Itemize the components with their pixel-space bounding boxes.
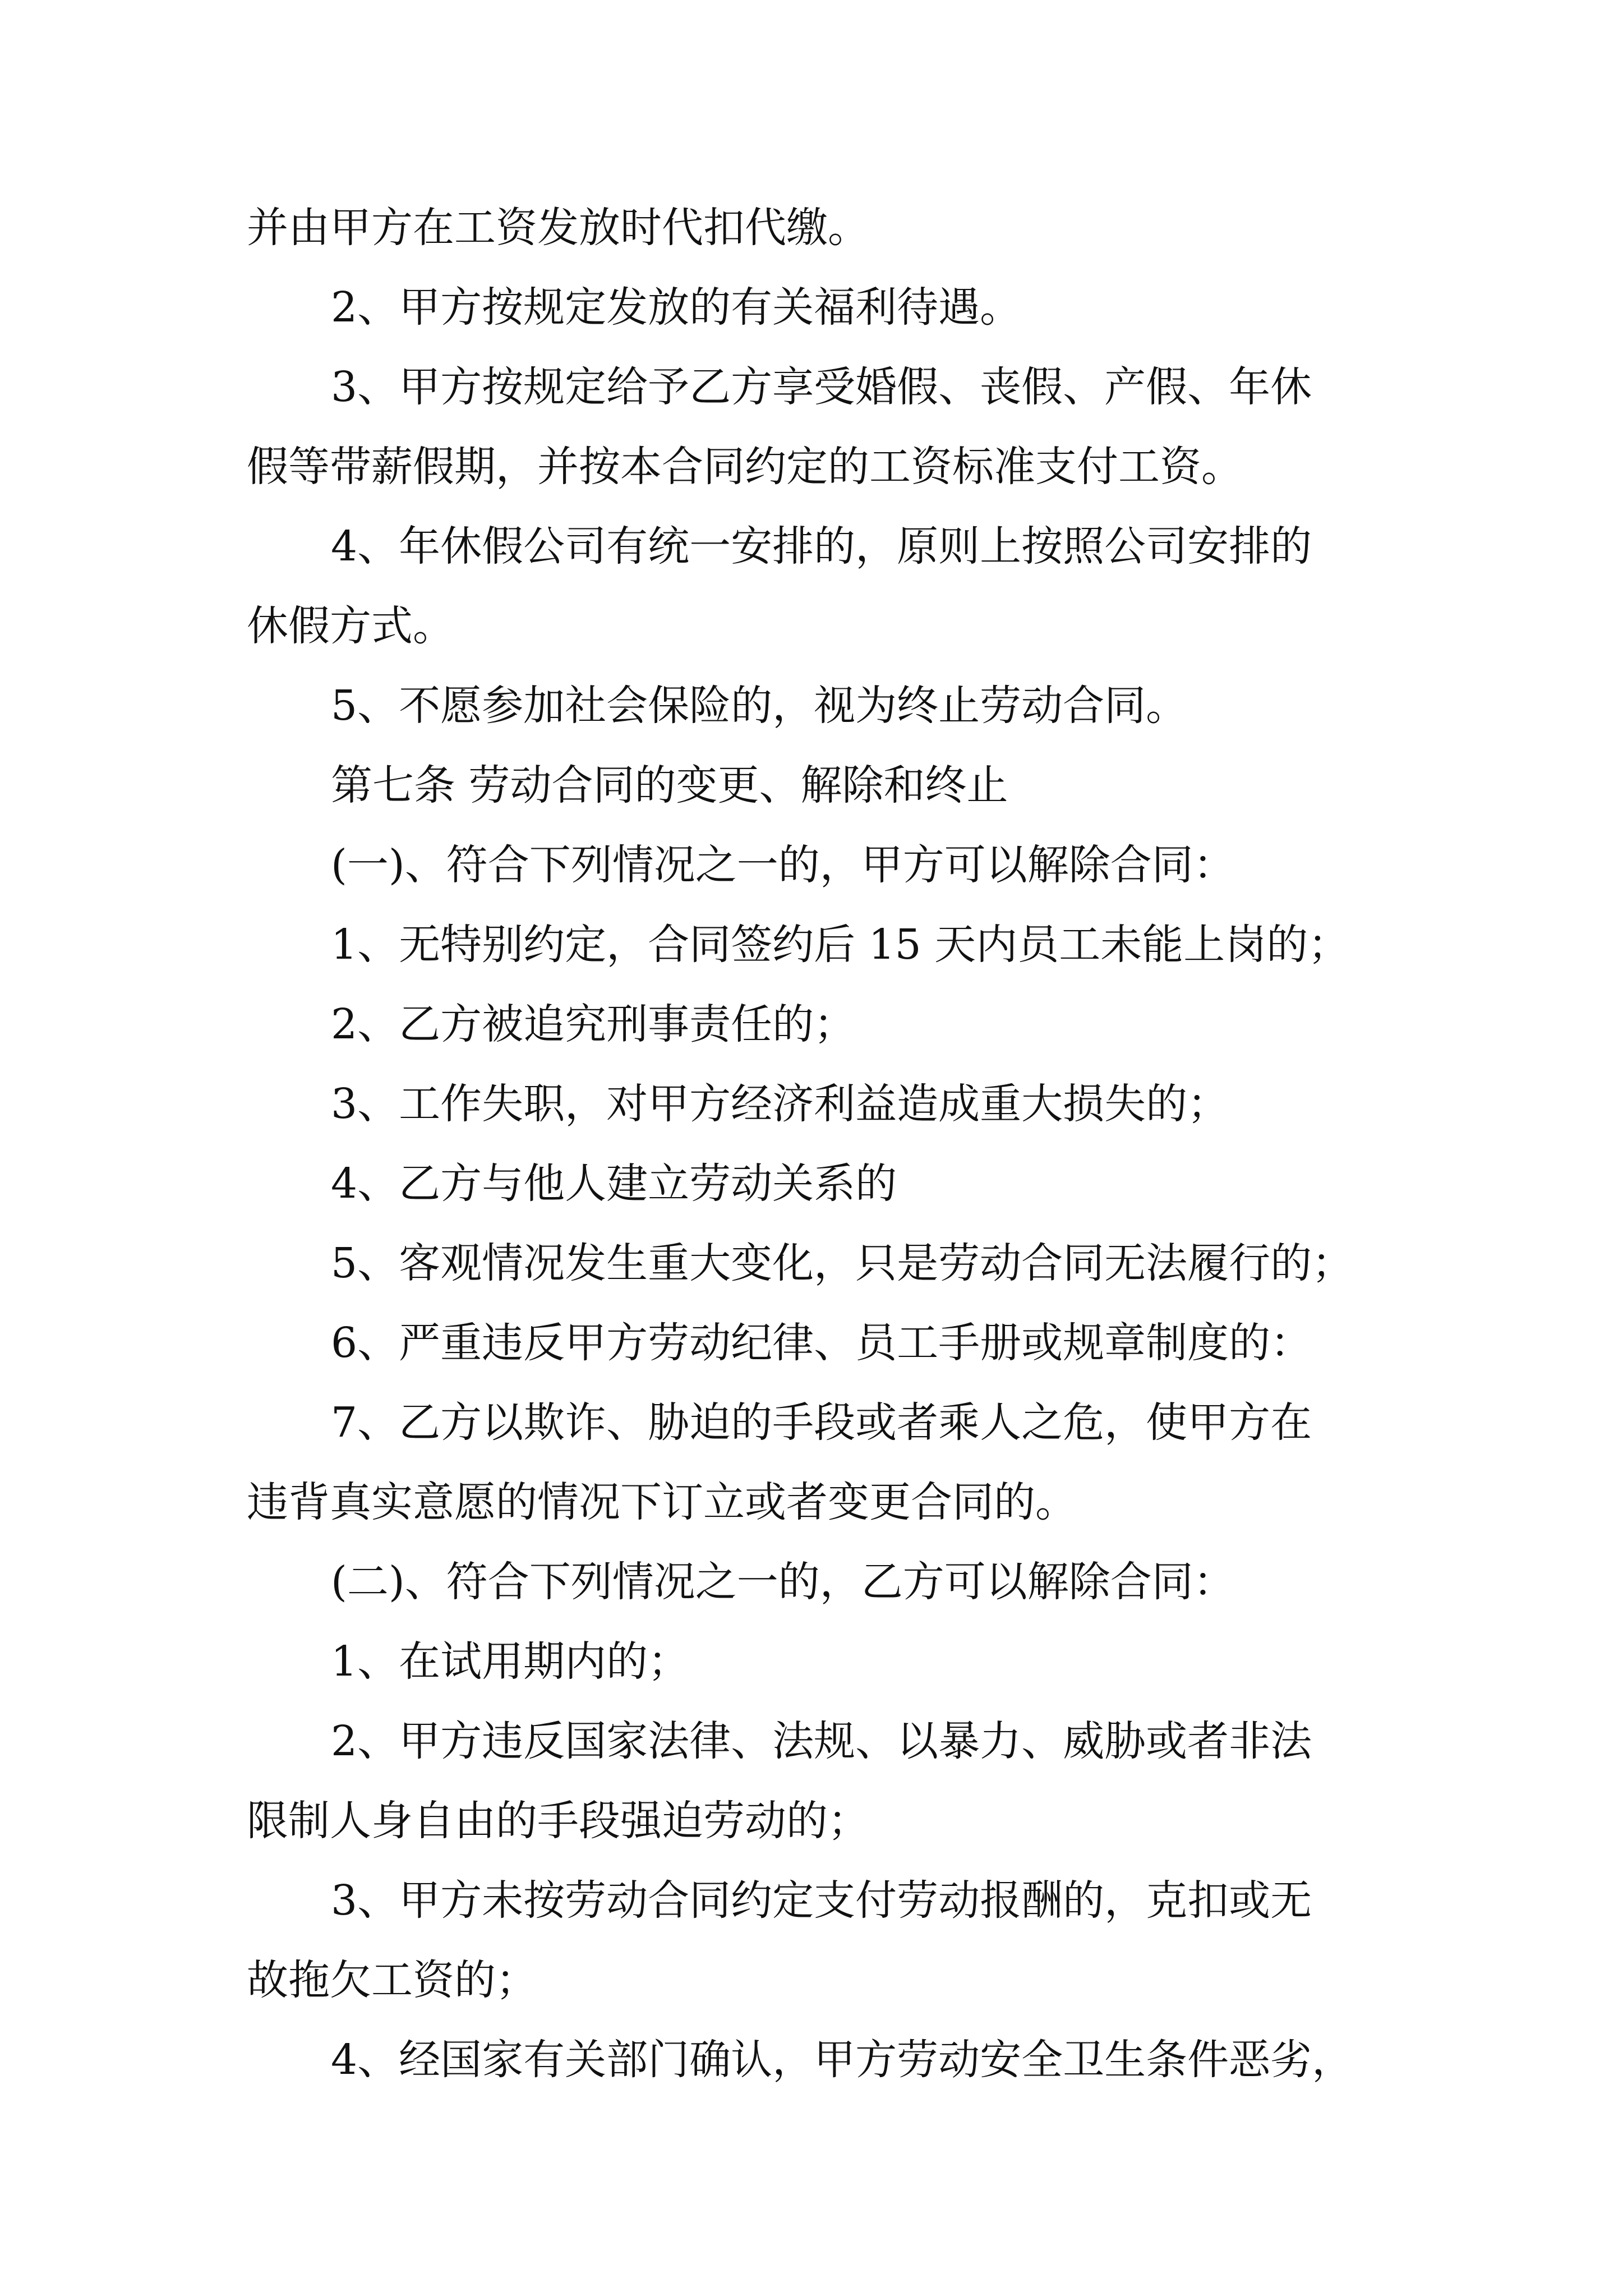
text-line: (一)、符合下列情况之一的，甲方可以解除合同： xyxy=(331,841,1235,889)
text-line: 6、严重违反甲方劳动纪律、员工手册或规章制度的： xyxy=(331,1319,1312,1367)
text-line: 2、乙方被追究刑事责任的； xyxy=(331,1000,856,1048)
text-line: 1、在试用期内的； xyxy=(331,1637,690,1686)
text-line: 3、甲方按规定给予乙方享受婚假、丧假、产假、年休 xyxy=(331,363,1312,411)
text-line: 2、甲方按规定发放的有关福利待遇。 xyxy=(331,283,1022,332)
text-line: 违背真实意愿的情况下订立或者变更合同的。 xyxy=(247,1478,1077,1526)
text-line: 7、乙方以欺诈、胁迫的手段或者乘人之危，使甲方在 xyxy=(331,1398,1312,1447)
text-line: 4、乙方与他人建立劳动关系的 xyxy=(331,1159,897,1208)
text-line: 假等带薪假期，并按本合同约定的工资标准支付工资。 xyxy=(247,443,1243,491)
text-line: 并由甲方在工资发放时代扣代缴。 xyxy=(247,204,869,252)
text-line: 2、甲方违反国家法律、法规、以暴力、威胁或者非法 xyxy=(331,1717,1312,1765)
text-line: 故拖欠工资的； xyxy=(247,1956,537,2004)
text-line: 限制人身自由的手段强迫劳动的； xyxy=(247,1797,869,1845)
text-line: 1、无特别约定，合同签约后 15 天内员工未能上岗的； xyxy=(331,921,1350,969)
text-line: 3、甲方未按劳动合同约定支付劳动报酬的，克扣或无 xyxy=(331,1876,1312,1925)
text-line: (二)、符合下列情况之一的，乙方可以解除合同： xyxy=(331,1558,1235,1606)
text-line: 5、客观情况发生重大变化，只是劳动合同无法履行的； xyxy=(331,1239,1354,1287)
text-line: 3、工作失职，对甲方经济利益造成重大损失的； xyxy=(331,1080,1229,1128)
text-line: 5、不愿参加社会保险的，视为终止劳动合同。 xyxy=(331,682,1188,730)
document-body xyxy=(247,200,1413,2111)
text-line: 4、年休假公司有统一安排的，原则上按照公司安排的 xyxy=(331,522,1312,570)
text-line: 休假方式。 xyxy=(247,602,454,650)
section-heading: 第七条 劳动合同的变更、解除和终止 xyxy=(331,761,1008,809)
text-line: 4、经国家有关部门确认，甲方劳动安全卫生条件恶劣， xyxy=(331,2036,1354,2084)
